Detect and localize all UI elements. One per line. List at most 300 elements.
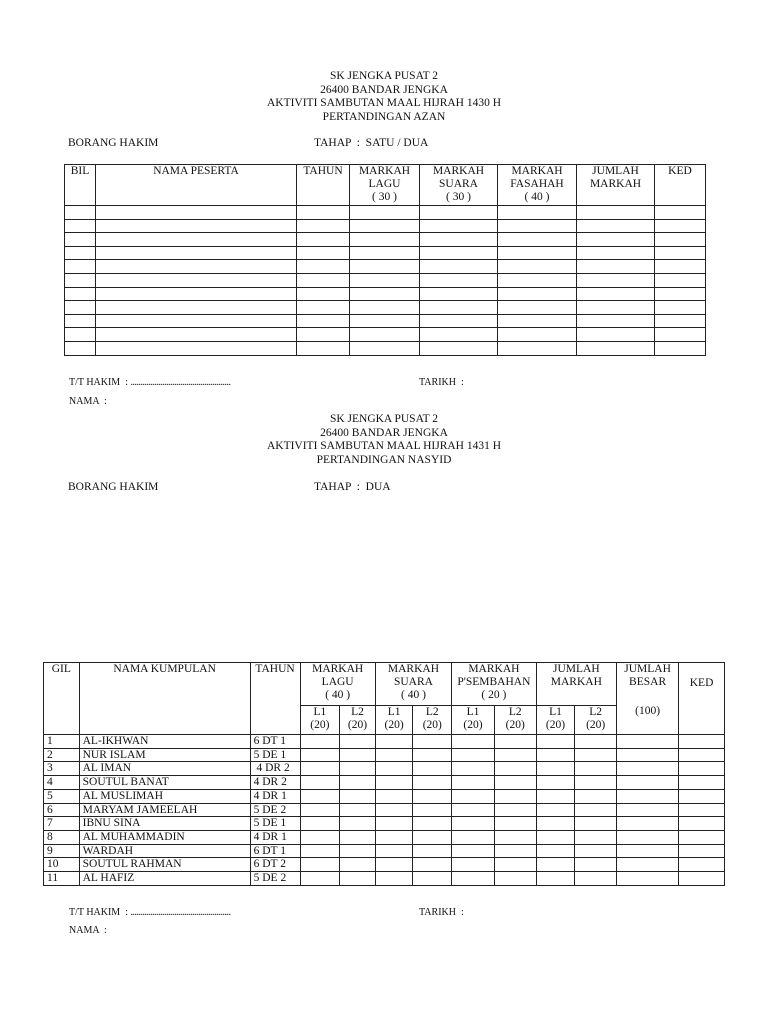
blank-score-cell[interactable] [96, 341, 297, 355]
tahap-label: TAHAP : SATU / DUA [314, 137, 429, 149]
blank-score-cell[interactable] [452, 830, 495, 844]
table-header-row [44, 663, 725, 706]
blank-score-cell[interactable] [494, 803, 536, 817]
blank-score-cell[interactable] [350, 206, 420, 220]
blank-score-cell[interactable] [452, 803, 495, 817]
blank-score-cell[interactable] [679, 830, 725, 844]
form2-tarikh-label: TARIKH : [419, 907, 464, 918]
blank-score-cell[interactable] [498, 273, 577, 287]
group-class: 6 DT 1 [250, 844, 300, 858]
group-class: 4 DR 1 [250, 789, 300, 803]
blank-score-cell[interactable] [617, 803, 679, 817]
blank-score-cell[interactable] [375, 748, 413, 762]
blank-score-cell[interactable] [375, 844, 413, 858]
blank-score-cell[interactable] [420, 206, 498, 220]
blank-score-cell[interactable] [577, 219, 655, 233]
table-row [44, 803, 725, 817]
row-number: 7 [44, 817, 80, 831]
blank-score-cell[interactable] [679, 762, 725, 776]
blank-score-cell[interactable] [340, 762, 376, 776]
form1-tarikh-label: TARIKH : [419, 377, 464, 388]
table-row [65, 246, 706, 260]
blank-score-cell[interactable] [655, 206, 706, 220]
form2-header [0, 413, 768, 467]
table-row [44, 762, 725, 776]
sub-col-l1: L1 (20) [300, 706, 340, 735]
blank-score-cell[interactable] [452, 844, 495, 858]
row-number: 6 [44, 803, 80, 817]
blank-score-cell[interactable] [297, 219, 350, 233]
blank-score-cell[interactable] [679, 844, 725, 858]
school-name: SK JENGKA PUSAT 2 [329, 413, 439, 425]
blank-score-cell[interactable] [420, 341, 498, 355]
blank-score-cell[interactable] [577, 328, 655, 342]
blank-score-cell[interactable] [300, 735, 340, 749]
blank-score-cell[interactable] [65, 246, 96, 260]
blank-score-cell[interactable] [65, 233, 96, 247]
row-number: 2 [44, 748, 80, 762]
event-title: AKTIVITI SAMBUTAN MAAL HIJRAH 1431 H [266, 440, 502, 452]
blank-score-cell[interactable] [617, 830, 679, 844]
blank-score-cell[interactable] [300, 844, 340, 858]
blank-score-cell[interactable] [300, 830, 340, 844]
blank-score-cell[interactable] [96, 328, 297, 342]
blank-score-cell[interactable] [577, 287, 655, 301]
blank-score-cell[interactable] [297, 328, 350, 342]
blank-score-cell[interactable] [452, 817, 495, 831]
blank-score-cell[interactable] [300, 858, 340, 872]
blank-score-cell[interactable] [413, 872, 452, 886]
blank-score-cell[interactable] [375, 817, 413, 831]
competition-title: PERTANDINGAN NASYID [316, 453, 452, 466]
blank-score-cell[interactable] [679, 803, 725, 817]
blank-score-cell[interactable] [536, 776, 575, 790]
form2-signature-line [69, 907, 230, 918]
blank-score-cell[interactable] [297, 206, 350, 220]
group-name: IBNU SINA [79, 817, 250, 831]
blank-score-cell[interactable] [350, 273, 420, 287]
row-number: 3 [44, 762, 80, 776]
blank-score-cell[interactable] [536, 817, 575, 831]
blank-score-cell[interactable] [297, 246, 350, 260]
form1-signature-line [69, 377, 230, 388]
group-name: SOUTUL BANAT [79, 776, 250, 790]
table-row [65, 314, 706, 328]
blank-score-cell[interactable] [655, 246, 706, 260]
form1-score-table [64, 164, 706, 356]
col-ked: KED [655, 165, 706, 206]
blank-score-cell[interactable] [498, 219, 577, 233]
blank-score-cell[interactable] [655, 233, 706, 247]
col-markah-lagu: MARKAH LAGU ( 30 ) [350, 165, 420, 206]
blank-score-cell[interactable] [577, 260, 655, 274]
blank-score-cell[interactable] [300, 817, 340, 831]
sub-col-l1: L1 (20) [452, 706, 495, 735]
blank-score-cell[interactable] [536, 762, 575, 776]
sub-col-l2: L2 (20) [575, 706, 617, 735]
blank-score-cell[interactable] [575, 789, 617, 803]
group-class: 4 DR 2 [250, 776, 300, 790]
blank-score-cell[interactable] [655, 328, 706, 342]
blank-score-cell[interactable] [375, 762, 413, 776]
blank-score-cell[interactable] [340, 858, 376, 872]
blank-score-cell[interactable] [300, 748, 340, 762]
blank-score-cell[interactable] [96, 246, 297, 260]
blank-score-cell[interactable] [577, 246, 655, 260]
form1-nama-label: NAMA : [69, 396, 107, 407]
blank-score-cell[interactable] [617, 735, 679, 749]
blank-score-cell[interactable] [297, 314, 350, 328]
col-markah-suara: MARKAH SUARA ( 30 ) [420, 165, 498, 206]
table-row [44, 735, 725, 749]
group-name: WARDAH [79, 844, 250, 858]
group-name: MARYAM JAMEELAH [79, 803, 250, 817]
blank-score-cell[interactable] [297, 341, 350, 355]
blank-score-cell[interactable] [420, 273, 498, 287]
blank-score-cell[interactable] [452, 762, 495, 776]
blank-score-cell[interactable] [679, 748, 725, 762]
blank-score-cell[interactable] [575, 735, 617, 749]
col-tahun: TAHUN [297, 165, 350, 206]
blank-score-cell[interactable] [65, 206, 96, 220]
blank-score-cell[interactable] [375, 735, 413, 749]
col-jumlah-markah: JUMLAH MARKAH [577, 165, 655, 206]
blank-score-cell[interactable] [494, 844, 536, 858]
group-name: AL HAFIZ [79, 872, 250, 886]
blank-score-cell[interactable] [340, 735, 376, 749]
blank-score-cell[interactable] [375, 872, 413, 886]
blank-score-cell[interactable] [413, 803, 452, 817]
row-number: 11 [44, 872, 80, 886]
blank-score-cell[interactable] [300, 789, 340, 803]
borang-label: BORANG HAKIM [68, 481, 159, 493]
signature-label: T/T HAKIM : [69, 907, 128, 918]
blank-score-cell[interactable] [679, 858, 725, 872]
blank-score-cell[interactable] [96, 206, 297, 220]
blank-score-cell[interactable] [617, 872, 679, 886]
col-ked: KED [679, 663, 725, 735]
blank-score-cell[interactable] [96, 287, 297, 301]
blank-score-cell[interactable] [96, 314, 297, 328]
col-markah-lagu: MARKAH LAGU ( 40 ) [300, 663, 375, 706]
blank-score-cell[interactable] [494, 858, 536, 872]
row-number: 1 [44, 735, 80, 749]
blank-score-cell[interactable] [297, 287, 350, 301]
blank-score-cell[interactable] [65, 301, 96, 315]
blank-score-cell[interactable] [350, 328, 420, 342]
group-name: AL MUHAMMADIN [79, 830, 250, 844]
blank-score-cell[interactable] [375, 858, 413, 872]
blank-score-cell[interactable] [420, 260, 498, 274]
blank-score-cell[interactable] [498, 233, 577, 247]
blank-score-cell[interactable] [340, 817, 376, 831]
blank-score-cell[interactable] [575, 844, 617, 858]
group-class: 5 DE 1 [250, 817, 300, 831]
blank-score-cell[interactable] [413, 817, 452, 831]
col-tahun: TAHUN [250, 663, 300, 735]
blank-score-cell[interactable] [498, 314, 577, 328]
col-jumlah-besar: JUMLAH BESAR (100) [617, 663, 679, 735]
blank-score-cell[interactable] [577, 341, 655, 355]
blank-score-cell[interactable] [655, 341, 706, 355]
blank-score-cell[interactable] [420, 301, 498, 315]
table-row [44, 817, 725, 831]
blank-score-cell[interactable] [340, 844, 376, 858]
col-markah-fasahah: MARKAH FASAHAH ( 40 ) [498, 165, 577, 206]
blank-score-cell[interactable] [494, 872, 536, 886]
blank-score-cell[interactable] [452, 748, 495, 762]
blank-score-cell[interactable] [413, 858, 452, 872]
blank-score-cell[interactable] [350, 260, 420, 274]
blank-score-cell[interactable] [297, 273, 350, 287]
blank-score-cell[interactable] [498, 287, 577, 301]
blank-score-cell[interactable] [536, 735, 575, 749]
blank-score-cell[interactable] [350, 219, 420, 233]
blank-score-cell[interactable] [420, 219, 498, 233]
blank-score-cell[interactable] [300, 803, 340, 817]
blank-score-cell[interactable] [655, 287, 706, 301]
blank-score-cell[interactable] [617, 776, 679, 790]
blank-score-cell[interactable] [297, 301, 350, 315]
blank-score-cell[interactable] [498, 341, 577, 355]
blank-score-cell[interactable] [577, 301, 655, 315]
blank-score-cell[interactable] [65, 273, 96, 287]
blank-score-cell[interactable] [96, 233, 297, 247]
col-markah-psembahan: MARKAH P'SEMBAHAN ( 20 ) [452, 663, 537, 706]
blank-score-cell[interactable] [494, 776, 536, 790]
tahap-label: TAHAP : DUA [314, 481, 391, 493]
blank-score-cell[interactable] [498, 206, 577, 220]
table-header-row [65, 165, 706, 206]
signature-label: T/T HAKIM : [69, 377, 128, 388]
blank-score-cell[interactable] [340, 789, 376, 803]
blank-score-cell[interactable] [494, 762, 536, 776]
table-row [44, 872, 725, 886]
sub-col-l2: L2 (20) [413, 706, 452, 735]
blank-score-cell[interactable] [375, 776, 413, 790]
row-number: 10 [44, 858, 80, 872]
blank-score-cell[interactable] [655, 301, 706, 315]
col-bil: BIL [65, 165, 96, 206]
blank-score-cell[interactable] [350, 314, 420, 328]
blank-score-cell[interactable] [420, 246, 498, 260]
blank-score-cell[interactable] [65, 260, 96, 274]
form2-group-rows [44, 735, 725, 886]
blank-score-cell[interactable] [452, 776, 495, 790]
blank-score-cell[interactable] [494, 789, 536, 803]
col-jumlah-markah: JUMLAH MARKAH [536, 663, 616, 706]
blank-score-cell[interactable] [679, 872, 725, 886]
blank-score-cell[interactable] [575, 748, 617, 762]
blank-score-cell[interactable] [536, 803, 575, 817]
blank-score-cell[interactable] [420, 328, 498, 342]
sub-col-l1: L1 (20) [536, 706, 575, 735]
signature-dots: .................................................. [130, 377, 231, 388]
event-title: AKTIVITI SAMBUTAN MAAL HIJRAH 1430 H [266, 97, 502, 109]
row-number: 4 [44, 776, 80, 790]
blank-score-cell[interactable] [617, 844, 679, 858]
group-class: 6 DT 2 [250, 858, 300, 872]
blank-score-cell[interactable] [679, 776, 725, 790]
table-row [65, 206, 706, 220]
blank-score-cell[interactable] [536, 789, 575, 803]
blank-score-cell[interactable] [375, 803, 413, 817]
blank-score-cell[interactable] [577, 206, 655, 220]
blank-score-cell[interactable] [375, 830, 413, 844]
blank-score-cell[interactable] [655, 273, 706, 287]
blank-score-cell[interactable] [577, 233, 655, 247]
blank-score-cell[interactable] [575, 830, 617, 844]
blank-score-cell[interactable] [494, 817, 536, 831]
blank-score-cell[interactable] [300, 762, 340, 776]
blank-score-cell[interactable] [575, 858, 617, 872]
group-class: 5 DE 1 [250, 748, 300, 762]
blank-score-cell[interactable] [350, 287, 420, 301]
blank-score-cell[interactable] [96, 219, 297, 233]
blank-score-cell[interactable] [536, 844, 575, 858]
blank-score-cell[interactable] [413, 789, 452, 803]
form1-blank-rows [65, 206, 706, 356]
sub-col-l2: L2 (20) [494, 706, 536, 735]
blank-score-cell[interactable] [420, 314, 498, 328]
blank-score-cell[interactable] [65, 328, 96, 342]
blank-score-cell[interactable] [96, 301, 297, 315]
form2-nama-label: NAMA : [69, 925, 107, 936]
sub-col-l1: L1 (20) [375, 706, 413, 735]
table-row [44, 858, 725, 872]
blank-score-cell[interactable] [494, 830, 536, 844]
blank-score-cell[interactable] [617, 858, 679, 872]
group-name: SOUTUL RAHMAN [79, 858, 250, 872]
group-name: AL IMAN [79, 762, 250, 776]
sub-col-l2: L2 (20) [340, 706, 376, 735]
group-name: NUR ISLAM [79, 748, 250, 762]
blank-score-cell[interactable] [536, 748, 575, 762]
blank-score-cell[interactable] [96, 260, 297, 274]
table-row [44, 776, 725, 790]
blank-score-cell[interactable] [617, 789, 679, 803]
blank-score-cell[interactable] [655, 260, 706, 274]
blank-score-cell[interactable] [413, 830, 452, 844]
row-number: 5 [44, 789, 80, 803]
blank-score-cell[interactable] [498, 260, 577, 274]
competition-title: PERTANDINGAN AZAN [322, 110, 446, 123]
blank-score-cell[interactable] [679, 789, 725, 803]
blank-score-cell[interactable] [350, 301, 420, 315]
table-row [65, 341, 706, 355]
blank-score-cell[interactable] [536, 830, 575, 844]
table-row [44, 748, 725, 762]
blank-score-cell[interactable] [575, 872, 617, 886]
blank-score-cell[interactable] [300, 872, 340, 886]
table-row [65, 301, 706, 315]
blank-score-cell[interactable] [452, 735, 495, 749]
school-name: SK JENGKA PUSAT 2 [329, 70, 439, 82]
blank-score-cell[interactable] [494, 735, 536, 749]
group-name: AL MUSLIMAH [79, 789, 250, 803]
blank-score-cell[interactable] [617, 762, 679, 776]
blank-score-cell[interactable] [452, 872, 495, 886]
table-row [65, 287, 706, 301]
blank-score-cell[interactable] [498, 301, 577, 315]
blank-score-cell[interactable] [96, 273, 297, 287]
blank-score-cell[interactable] [340, 830, 376, 844]
table-row [65, 328, 706, 342]
blank-score-cell[interactable] [420, 287, 498, 301]
blank-score-cell[interactable] [413, 762, 452, 776]
borang-label: BORANG HAKIM [68, 137, 159, 149]
blank-score-cell[interactable] [420, 233, 498, 247]
row-number: 8 [44, 830, 80, 844]
blank-score-cell[interactable] [536, 858, 575, 872]
school-address: 26400 BANDAR JENGKA [320, 426, 448, 439]
col-gil: GIL [44, 663, 80, 735]
table-row [44, 844, 725, 858]
blank-score-cell[interactable] [413, 776, 452, 790]
blank-score-cell[interactable] [413, 844, 452, 858]
col-nama-kumpulan: NAMA KUMPULAN [79, 663, 250, 735]
blank-score-cell[interactable] [655, 219, 706, 233]
blank-score-cell[interactable] [498, 328, 577, 342]
table-row [65, 260, 706, 274]
blank-score-cell[interactable] [413, 735, 452, 749]
blank-score-cell[interactable] [350, 246, 420, 260]
blank-score-cell[interactable] [340, 803, 376, 817]
blank-score-cell[interactable] [494, 748, 536, 762]
col-nama-peserta: NAMA PESERTA [96, 165, 297, 206]
blank-score-cell[interactable] [575, 817, 617, 831]
blank-score-cell[interactable] [350, 341, 420, 355]
group-name: AL-IKHWAN [79, 735, 250, 749]
blank-score-cell[interactable] [350, 233, 420, 247]
blank-score-cell[interactable] [452, 858, 495, 872]
table-row [44, 830, 725, 844]
blank-score-cell[interactable] [65, 287, 96, 301]
blank-score-cell[interactable] [577, 314, 655, 328]
blank-score-cell[interactable] [452, 789, 495, 803]
blank-score-cell[interactable] [577, 273, 655, 287]
blank-score-cell[interactable] [575, 803, 617, 817]
blank-score-cell[interactable] [655, 314, 706, 328]
group-class: 5 DE 2 [250, 803, 300, 817]
blank-score-cell[interactable] [498, 246, 577, 260]
group-class: 4 DR 2 [250, 762, 300, 776]
blank-score-cell[interactable] [617, 817, 679, 831]
col-markah-suara: MARKAH SUARA ( 40 ) [375, 663, 451, 706]
blank-score-cell[interactable] [65, 219, 96, 233]
blank-score-cell[interactable] [65, 314, 96, 328]
blank-score-cell[interactable] [375, 789, 413, 803]
blank-score-cell[interactable] [575, 776, 617, 790]
blank-score-cell[interactable] [340, 748, 376, 762]
blank-score-cell[interactable] [617, 748, 679, 762]
blank-score-cell[interactable] [679, 735, 725, 749]
school-address: 26400 BANDAR JENGKA [320, 83, 448, 96]
blank-score-cell[interactable] [65, 341, 96, 355]
blank-score-cell[interactable] [575, 762, 617, 776]
blank-score-cell[interactable] [300, 776, 340, 790]
blank-score-cell[interactable] [413, 748, 452, 762]
blank-score-cell[interactable] [340, 776, 376, 790]
table-row [44, 789, 725, 803]
blank-score-cell[interactable] [340, 872, 376, 886]
blank-score-cell[interactable] [536, 872, 575, 886]
group-class: 5 DE 2 [250, 872, 300, 886]
blank-score-cell[interactable] [297, 233, 350, 247]
blank-score-cell[interactable] [679, 817, 725, 831]
form2-score-table [43, 662, 725, 886]
blank-score-cell[interactable] [297, 260, 350, 274]
